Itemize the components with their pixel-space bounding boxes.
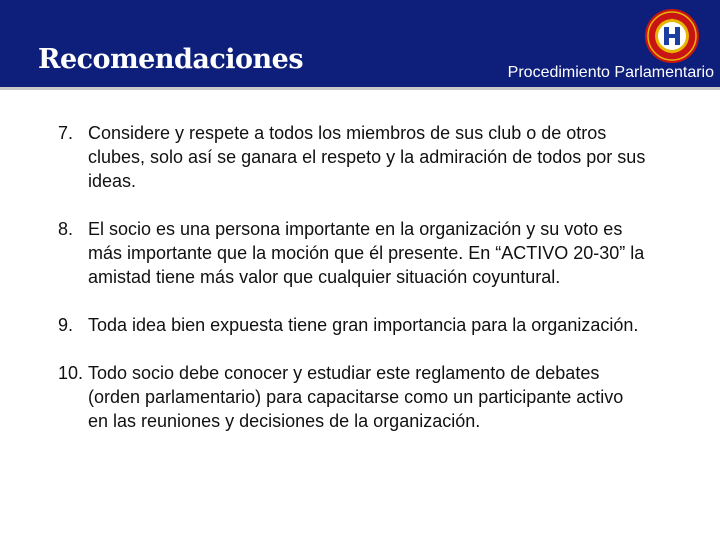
list-item-number: 7.: [58, 123, 74, 143]
list-item-text: Toda idea bien expuesta tiene gran importancia para la organización.: [88, 315, 639, 335]
list-item-text: El socio es una persona importante en la organización y su voto es más importante que la moción que él presente. En “ACTIVO 20-30” la amistad tiene más valor que cualquier situación coyuntural.: [88, 219, 645, 287]
recommendations-list: [58, 121, 648, 457]
list-item: [58, 217, 648, 289]
list-item: [58, 361, 648, 433]
list-item-number: 10.: [58, 363, 84, 383]
list-item-number: 8.: [58, 219, 74, 239]
club-emblem-icon: [644, 8, 700, 64]
list-item-number: 9.: [58, 315, 74, 335]
slide-subtitle: Procedimiento Parlamentario: [507, 64, 714, 81]
slide-header: [0, 0, 720, 87]
list-item-text: Considere y respete a todos los miembros de sus club o de otros clubes, solo así se ganara el respeto y la admiración de todos por sus ideas.: [88, 123, 646, 191]
header-divider: [0, 87, 720, 90]
list-item: [58, 313, 648, 337]
list-item: [58, 121, 648, 193]
list-item-text: Todo socio debe conocer y estudiar este reglamento de debates (orden parlamentario) para capacitarse como un participante activo en las reuniones y decisiones de la organización.: [88, 363, 624, 431]
slide-title: Recomendaciones: [38, 44, 304, 75]
